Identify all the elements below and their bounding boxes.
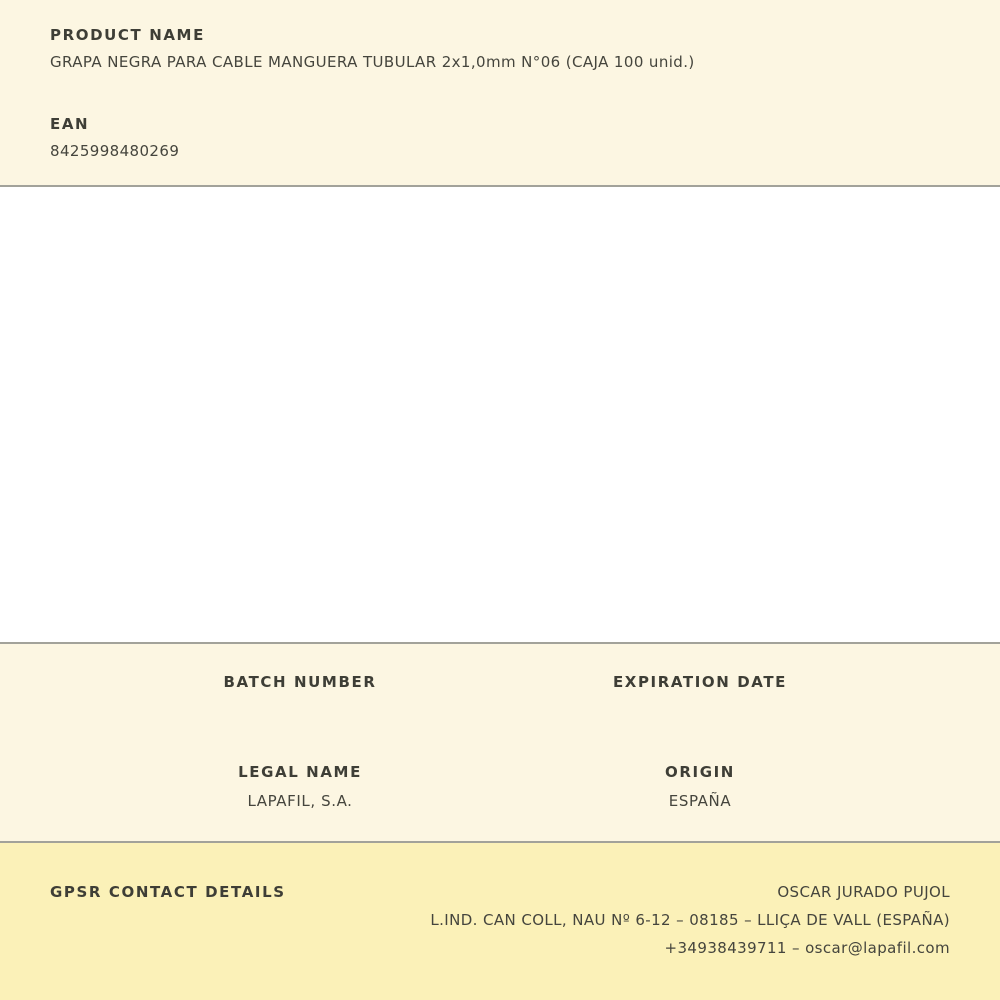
product-name-field <box>50 26 950 71</box>
legal-name-value: LAPAFIL, S.A. <box>247 792 353 810</box>
gpsr-contact-block <box>430 878 950 962</box>
origin-label: ORIGIN <box>665 763 735 781</box>
batch-number-field <box>100 673 500 691</box>
legal-origin-row <box>100 763 900 810</box>
batch-expiration-row <box>100 673 900 691</box>
gpsr-contact-details-label: GPSR CONTACT DETAILS <box>50 883 286 901</box>
ean-field <box>50 115 950 160</box>
ean-value: 8425998480269 <box>50 142 180 160</box>
gpsr-contact-phone-email: +34938439711 – oscar@lapafil.com <box>664 939 950 957</box>
gpsr-contact-address: L.IND. CAN COLL, NAU Nº 6-12 – 08185 – LLIÇA DE VALL (ESPAÑA) <box>430 911 950 929</box>
product-name-value: GRAPA NEGRA PARA CABLE MANGUERA TUBULAR 2x1,0mm N°06 (CAJA 100 unid.) <box>50 53 695 71</box>
gpsr-footer-section <box>0 843 1000 1000</box>
product-image-area <box>0 187 1000 644</box>
legal-name-label: LEGAL NAME <box>238 763 362 781</box>
product-header-section <box>0 0 1000 187</box>
details-section <box>0 644 1000 843</box>
ean-label: EAN <box>50 115 90 133</box>
origin-value: ESPAÑA <box>668 792 732 810</box>
batch-number-label: BATCH NUMBER <box>223 673 377 691</box>
origin-field <box>500 763 900 810</box>
expiration-date-label: EXPIRATION DATE <box>612 673 788 691</box>
product-name-label: PRODUCT NAME <box>50 26 205 44</box>
expiration-date-field <box>500 673 900 691</box>
gpsr-contact-name: OSCAR JURADO PUJOL <box>777 883 950 901</box>
legal-name-field <box>100 763 500 810</box>
